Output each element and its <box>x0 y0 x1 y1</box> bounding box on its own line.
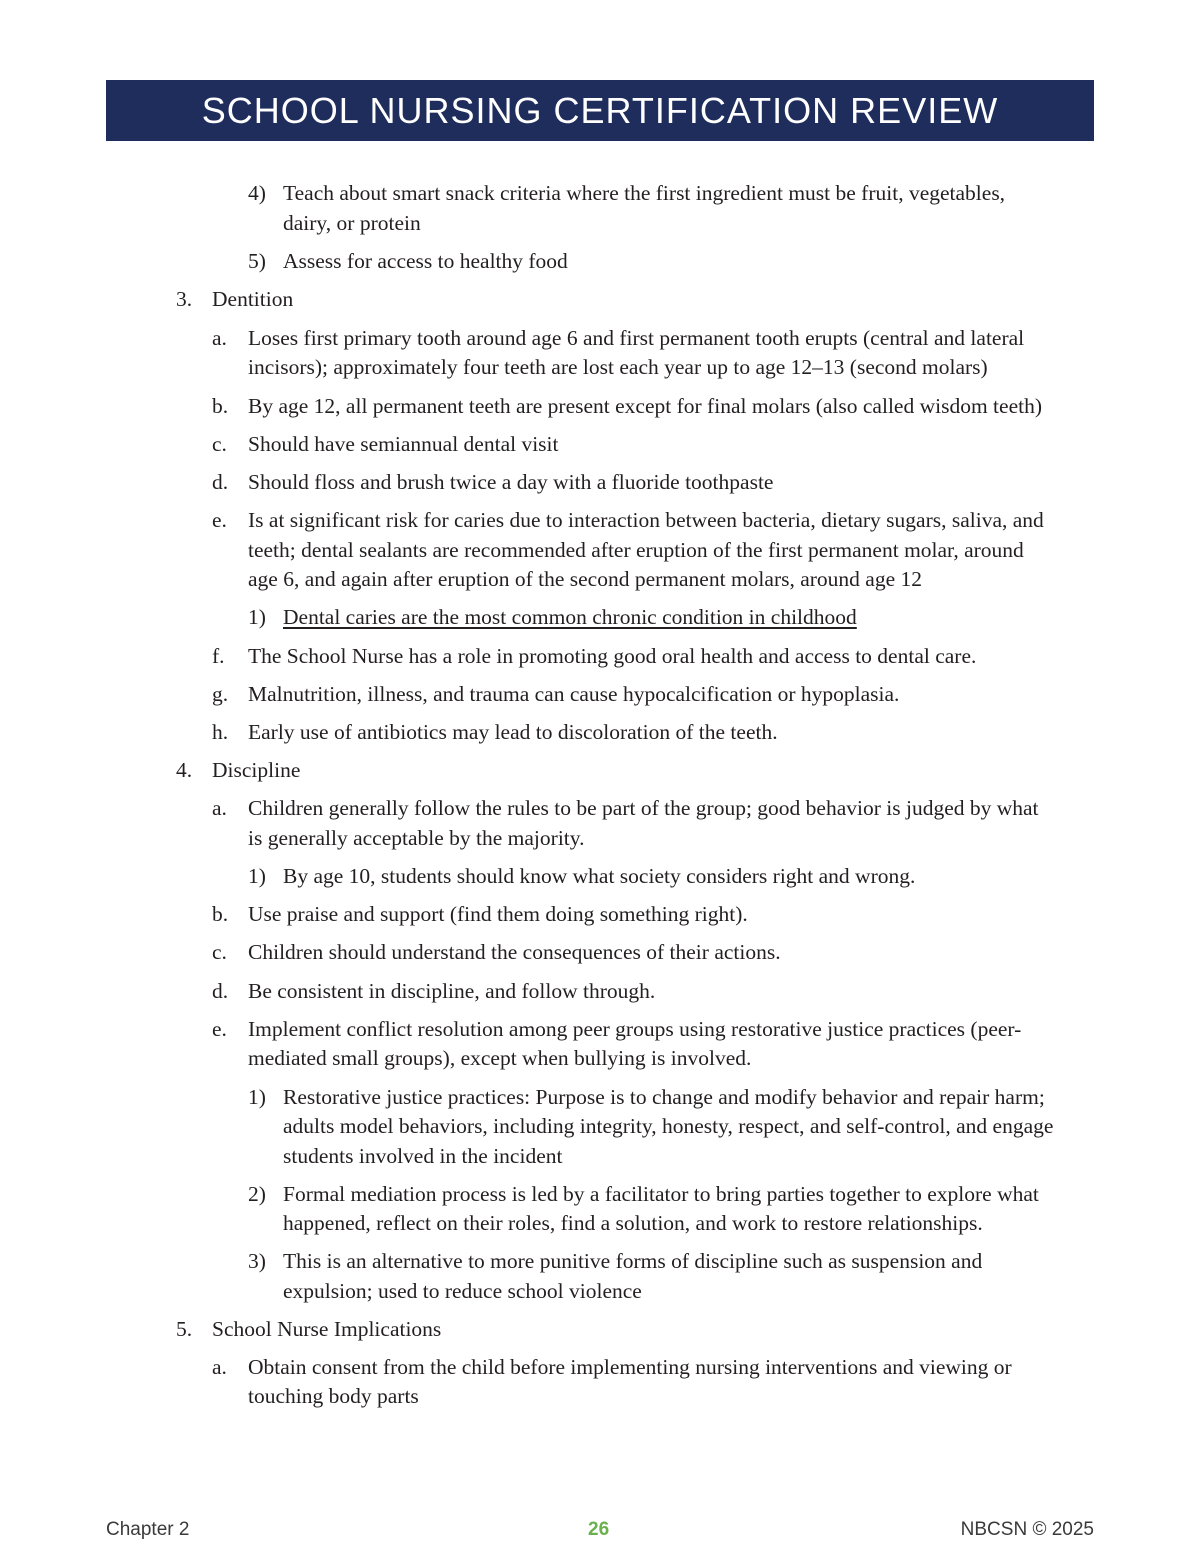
list-marker: e. <box>212 508 227 532</box>
list-item-text: incisors); approximately four teeth are lost each year up to age 12–13 (second molars) <box>248 355 988 379</box>
list-marker: a. <box>212 796 227 820</box>
list-marker: 1) <box>248 605 266 629</box>
section-marker: 5. <box>176 1317 193 1341</box>
list-marker: g. <box>212 682 229 706</box>
list-marker: d. <box>212 979 229 1003</box>
list-item-text: Loses first primary tooth around age 6 and first permanent tooth erupts (central and lateral <box>248 326 1025 350</box>
footer-chapter: Chapter 2 <box>106 1519 190 1540</box>
list-marker: b. <box>212 902 229 926</box>
list-item-text: Assess for access to healthy food <box>283 249 568 273</box>
list-item-text: is generally acceptable by the majority. <box>248 826 585 850</box>
list-marker: c. <box>212 432 227 456</box>
list-item-text: By age 12, all permanent teeth are present except for final molars (also called wisdom teeth) <box>248 394 1042 418</box>
list-item-text-underlined: Dental caries are the most common chronic condition in childhood <box>283 605 857 629</box>
list-item-text: Obtain consent from the child before implementing nursing interventions and viewing or <box>248 1355 1012 1379</box>
section-marker: 3. <box>176 287 193 311</box>
list-marker: h. <box>212 720 229 744</box>
section-heading-discipline: Discipline <box>212 758 301 782</box>
list-marker: 1) <box>248 1085 266 1109</box>
list-item-text: age 6, and again after eruption of the second permanent molars, around age 12 <box>248 567 923 591</box>
list-marker: e. <box>212 1017 227 1041</box>
list-item-text: happened, reflect on their roles, find a solution, and work to restore relationships. <box>283 1211 983 1235</box>
list-item-text: This is an alternative to more punitive forms of discipline such as suspension and <box>283 1249 983 1273</box>
list-item-text: Be consistent in discipline, and follow through. <box>248 979 656 1003</box>
list-item-text: Is at significant risk for caries due to interaction between bacteria, dietary sugars, saliva, and <box>248 508 1044 532</box>
list-marker: 3) <box>248 1249 266 1273</box>
list-item-text: The School Nurse has a role in promoting good oral health and access to dental care. <box>248 644 977 668</box>
list-item-text: Early use of antibiotics may lead to discoloration of the teeth. <box>248 720 778 744</box>
footer-copyright: NBCSN © 2025 <box>960 1519 1094 1540</box>
footer-page-number: 26 <box>588 1519 610 1540</box>
list-marker: b. <box>212 394 229 418</box>
list-item-text: Implement conflict resolution among peer groups using restorative justice practices (peer- <box>248 1017 1022 1041</box>
list-marker: c. <box>212 940 227 964</box>
list-item-text: Children generally follow the rules to be part of the group; good behavior is judged by what <box>248 796 1039 820</box>
list-marker: 1) <box>248 864 266 888</box>
section-marker: 4. <box>176 758 193 782</box>
list-item-text: Children should understand the consequences of their actions. <box>248 940 781 964</box>
list-marker: 2) <box>248 1182 266 1206</box>
header-banner <box>106 80 1094 141</box>
list-marker: a. <box>212 326 227 350</box>
list-item-text: dairy, or protein <box>283 211 421 235</box>
list-item-text: Should floss and brush twice a day with a fluoride toothpaste <box>248 470 774 494</box>
list-item-text: Should have semiannual dental visit <box>248 432 559 456</box>
list-marker: 4) <box>248 181 266 205</box>
list-item-text: Malnutrition, illness, and trauma can cause hypocalcification or hypoplasia. <box>248 682 900 706</box>
list-item-text: Use praise and support (find them doing something right). <box>248 902 748 926</box>
list-item-text: adults model behaviors, including integrity, honesty, respect, and self-control, and engage <box>283 1114 1054 1138</box>
page-title: SCHOOL NURSING CERTIFICATION REVIEW <box>201 89 999 131</box>
list-marker: a. <box>212 1355 227 1379</box>
list-item-text: students involved in the incident <box>283 1144 563 1168</box>
list-item-text: expulsion; used to reduce school violence <box>283 1279 642 1303</box>
list-item-text: Restorative justice practices: Purpose is to change and modify behavior and repair harm; <box>283 1085 1045 1109</box>
section-heading-dentition: Dentition <box>212 287 294 311</box>
list-marker: 5) <box>248 249 266 273</box>
list-item-text: Formal mediation process is led by a facilitator to bring parties together to explore what <box>283 1182 1039 1206</box>
section-heading-school-nurse: School Nurse Implications <box>212 1317 442 1341</box>
list-item-text: By age 10, students should know what society considers right and wrong. <box>283 864 916 888</box>
list-item-text: teeth; dental sealants are recommended after eruption of the first permanent molar, around <box>248 538 1024 562</box>
list-item-text: touching body parts <box>248 1384 419 1408</box>
list-marker: f. <box>212 644 225 668</box>
list-marker: d. <box>212 470 229 494</box>
list-item-text: mediated small groups), except when bullying is involved. <box>248 1046 752 1070</box>
list-item-text: Teach about smart snack criteria where the first ingredient must be fruit, vegetables, <box>283 181 1006 205</box>
